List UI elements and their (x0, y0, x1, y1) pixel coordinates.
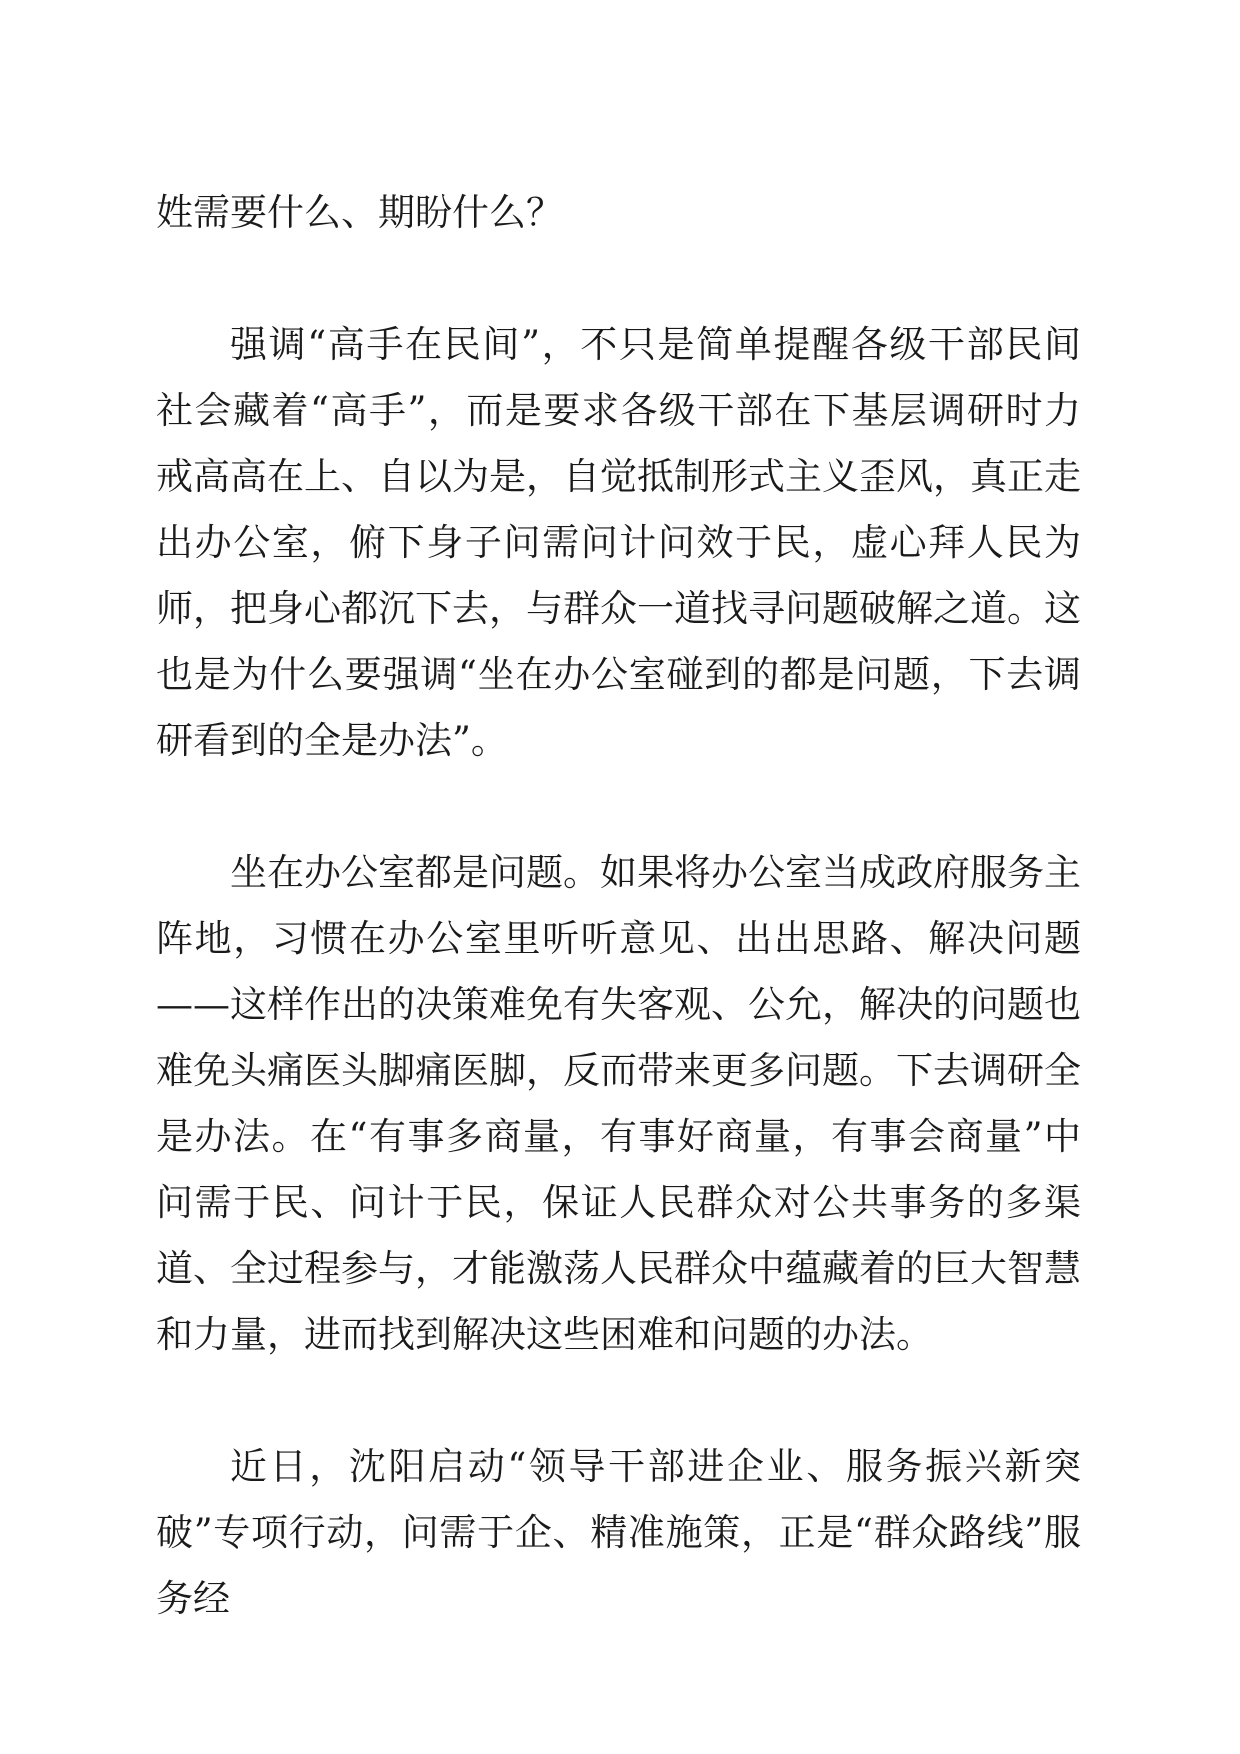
paragraph-office-problems: 坐在办公室都是问题。如果将办公室当成政府服务主阵地，习惯在办公室里听听意见、出出思路、解决问题——这样作出的决策难免有失客观、公允，解决的问题也难免头痛医头脚痛医脚，反而带来更多问题。下去调研全是办法。在“有事多商量，有事好商量，有事会商量”中问需于民、问计于民，保证人民群众对公共事务的多渠道、全过程参与，才能激荡人民群众中蕴藏着的巨大智慧和力量，进而找到解决这些困难和问题的办法。 (156, 851, 1081, 1356)
paragraph-continued: 姓需要什么、期盼什么？ (156, 191, 563, 234)
paragraph-expert-among-people: 强调“高手在民间”，不只是简单提醒各级干部民间社会藏着“高手”，而是要求各级干部在下基层调研时力戒高高在上、自以为是，自觉抵制形式主义歪风，真正走出办公室，俯下身子问需问计问效于民，虚心拜人民为师，把身心都沉下去，与群众一道找寻问题破解之道。这也是为什么要强调“坐在办公室碰到的都是问题，下去调研看到的全是办法”。 (156, 323, 1081, 762)
document-body (156, 180, 1081, 1698)
paragraph-shenyang-action: 近日，沈阳启动“领导干部进企业、服务振兴新突破”专项行动，问需于企、精准施策，正是“群众路线”服务经 (156, 1445, 1081, 1620)
